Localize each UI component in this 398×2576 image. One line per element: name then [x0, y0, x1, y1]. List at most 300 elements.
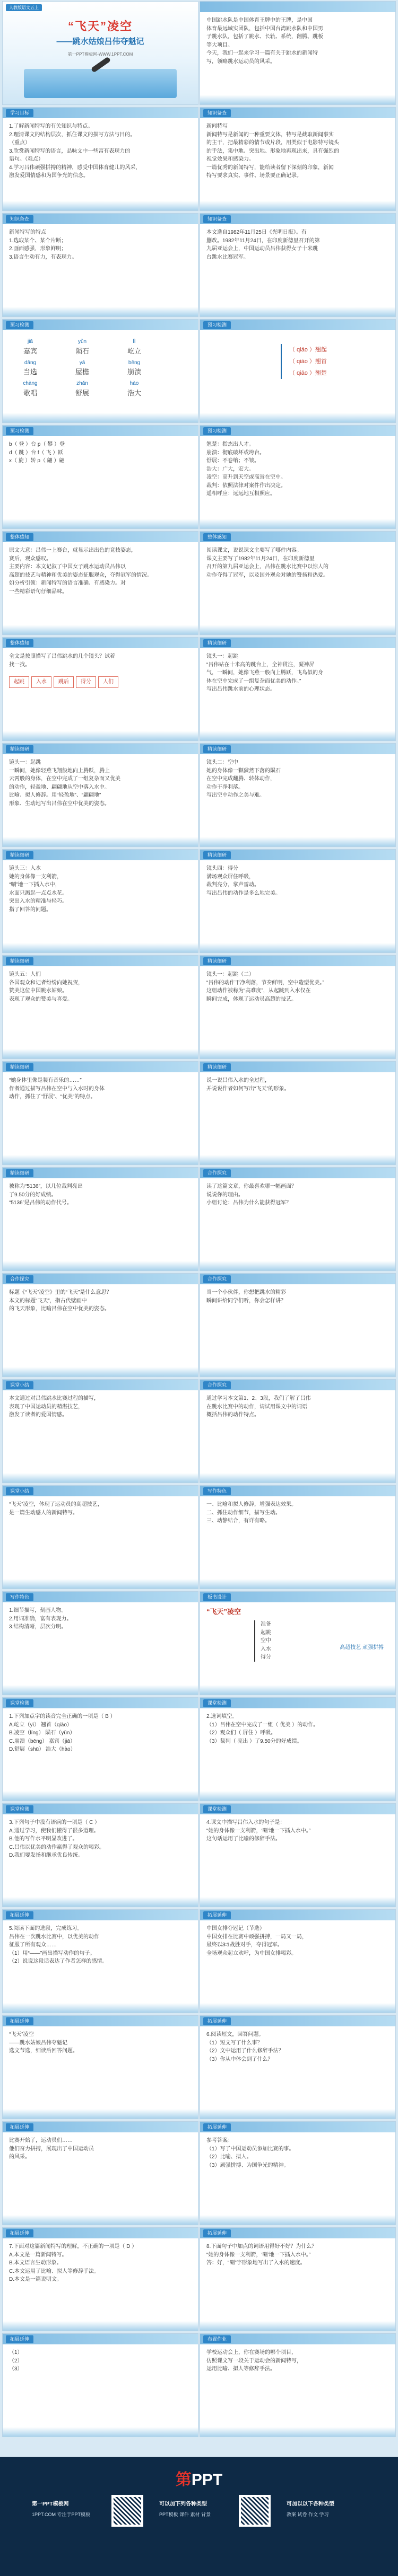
slide-text-line: （重点） — [9, 140, 30, 146]
slide-content — [206, 758, 389, 841]
wave-decoration — [3, 2215, 198, 2225]
slide-s25[interactable] — [2, 1273, 198, 1377]
slide-text-line: 指了回答的问题。 — [9, 906, 51, 913]
slide-content — [9, 334, 192, 417]
slide-text-line: 的风采。 — [9, 2154, 30, 2160]
slide-tag: 课堂小结 — [6, 1381, 33, 1389]
slide-tag: 预习检测 — [6, 427, 33, 435]
slide-header-bar — [200, 2, 395, 12]
pinyin-item — [113, 338, 155, 357]
slide-text-line: 动作，抓住了“舒展”、“优美”的特点。 — [9, 1094, 96, 1100]
qr-code-icon[interactable] — [111, 2495, 143, 2527]
slide-content — [9, 1819, 192, 1901]
slide-text-line: 8.下面句子中加点的词语用得好不好？为什么？ — [206, 2244, 317, 2249]
slide-s42[interactable] — [200, 2121, 396, 2225]
pinyin-grid — [9, 338, 192, 399]
slide-text-line: 体在空中完成了一组复杂而优美的动作。” — [206, 678, 301, 684]
slide-text-line: （3）你从中体会到了什么？ — [206, 2056, 273, 2062]
slide-s28[interactable] — [200, 1379, 396, 1483]
slide-content — [206, 2349, 389, 2431]
slide-s18[interactable] — [200, 849, 396, 953]
slide-s36[interactable] — [200, 1803, 396, 1907]
pinyin-item — [113, 380, 155, 399]
slide-s37[interactable] — [2, 1909, 198, 2013]
wave-decoration — [200, 1791, 395, 1801]
slide-text-line: 表现了中国运动员的精湛技艺， — [9, 1404, 83, 1410]
wave-decoration — [3, 1049, 198, 1058]
slide-content — [9, 1395, 192, 1477]
pinyin-text: dāng — [24, 359, 37, 366]
slide-tag: 板书设计 — [203, 1593, 231, 1601]
slide-text-line: 全文是按照描写了吕伟跳水的几个镜头？试着 — [9, 654, 115, 659]
slide-s41[interactable] — [2, 2121, 198, 2225]
board-item: 入水 — [261, 1646, 271, 1652]
slide-s14[interactable] — [200, 637, 396, 741]
slide-text-line: 主要内容：本文记叙了中国女子跳水运动员吕伟以 — [9, 564, 126, 570]
slide-text-line: “她的身体像一支利箭，‘唰’地一下插入水中。” — [206, 2252, 311, 2258]
wave-decoration — [200, 1685, 395, 1695]
slide-content — [206, 122, 389, 205]
slide-s24[interactable] — [200, 1167, 396, 1271]
slide-text-line: 视觉效果和感染力。 — [206, 156, 254, 162]
slide-content — [206, 334, 389, 417]
slide-text-line: 中国跳水队是中国体育王牌中的王牌，是中国 — [206, 17, 313, 23]
board-item: 起跳 — [261, 1629, 271, 1636]
slide-text-line: 浩大：广大，宏大。 — [206, 466, 254, 472]
pinyin-item — [61, 359, 103, 378]
slide-text-line: 赞美这位中国跳水姑娘。 — [9, 988, 67, 994]
slide-text-line: 赛后，观众感叹。 — [9, 555, 51, 562]
slide-s11[interactable] — [2, 531, 198, 635]
wave-decoration — [200, 731, 395, 740]
slide-text-line: C.吕伟以优美的动作赢得了观众的喝彩。 — [9, 1844, 105, 1850]
slide-text-line: 被称为“5136”，以几位裁判亮出 — [9, 1184, 83, 1189]
slide-text-line: d（ 跳 ）台 f（ 飞 ）跃 — [9, 449, 64, 456]
slide-text-line: 裁判亮分，掌声雷动。 — [206, 882, 259, 888]
slide-content — [206, 1077, 389, 1159]
slide-tag: 知识备查 — [6, 215, 33, 223]
slide-text-line: （2）文中运用了什么修辞手法？ — [206, 2048, 284, 2054]
footer-col-2 — [159, 2500, 239, 2518]
slide-tag: 合作探究 — [203, 1169, 231, 1177]
wave-decoration — [3, 1791, 198, 1801]
wave-decoration — [3, 943, 198, 952]
shot-box: 得分 — [76, 676, 96, 688]
slide-text-line: 二、抓住动作细节，描写生动。 — [206, 1510, 281, 1516]
slide-content — [206, 864, 389, 947]
slide-text-line: 写出吕伟跳水前的心理状态。 — [206, 686, 275, 692]
slide-text-line: 4.课文中描写吕伟入水的句子是： — [206, 1820, 285, 1825]
wave-decoration — [3, 519, 198, 528]
slide-text-line: x（ 旋 ）转 p（ 翩 ）翩 — [9, 458, 65, 464]
slide-tag: 精读细研 — [203, 957, 231, 965]
slide-text-line: 中国女排在比赛中顽强拼搏，一局又一局， — [206, 1934, 307, 1940]
slide-tag: 知识备查 — [203, 109, 231, 117]
slide-s44[interactable] — [200, 2227, 396, 2331]
slide-text-line: 6.阅读短文，回答问题。 — [206, 2032, 264, 2037]
slide-s29[interactable] — [2, 1485, 198, 1589]
slide-s13[interactable] — [2, 637, 198, 741]
slide-content — [9, 546, 192, 629]
slide-content — [9, 2243, 192, 2325]
pinyin-word: 当选 — [23, 368, 37, 376]
slide-text-line: 气，一瞬间，她像飞燕一般向上腾跃，飞鸟似的身 — [206, 670, 323, 676]
slide-text-line: 三、动静结合，有详有略。 — [206, 1518, 270, 1524]
wave-decoration — [200, 625, 395, 634]
slide-text-line: 这组动作被称为“高难度”，从起跳到入水仅在 — [206, 988, 311, 994]
slide-text-line: 瞬间完成，体现了运动员高超的技艺。 — [206, 996, 297, 1002]
slide-text-line: 1.下列加点字的读音完全正确的一项是（ B ） — [9, 1714, 116, 1719]
shot-box: 起跳 — [9, 676, 29, 688]
slide-tag: 学习目标 — [6, 109, 33, 117]
pinyin-word: 嘉宾 — [23, 347, 37, 355]
slide-text-line: 说说你的理由。 — [206, 1192, 244, 1198]
slide-text-line: （3） — [9, 2366, 23, 2372]
slide-text-line: 吕伟在一次跳水比赛中，以优美的动作 — [9, 1934, 99, 1940]
slide-text-line: “她的身体像一支利箭，‘唰’地一下插入水中。” — [206, 1828, 311, 1834]
slide-s45[interactable] — [2, 2333, 198, 2437]
cover-subtitle: ——跳水姑娘吕伟夺魁记 — [56, 37, 144, 46]
slide-tag: 精读细研 — [6, 851, 33, 859]
slide-tag: 精读细研 — [6, 957, 33, 965]
wave-decoration — [200, 413, 395, 422]
slide-text-line: A.屹立（yì） 翘首（qiào） — [9, 1722, 72, 1728]
slide-tag: 拓展延伸 — [203, 2017, 231, 2025]
slide-tag: 拓展延伸 — [6, 2229, 33, 2237]
slide-content — [9, 2031, 192, 2113]
slide-text-line: C.本文运用了比喻、拟人等修辞手法。 — [9, 2268, 99, 2274]
slide-text-line: 比赛开始了，运动员们…… — [9, 2138, 73, 2143]
slide-content — [206, 1819, 389, 1901]
slide-s35[interactable] — [2, 1803, 198, 1907]
slide-text-line: 镜头三：入水 — [9, 866, 41, 871]
slide-text-line: 台跳水比赛冠军。 — [206, 254, 249, 260]
footer-col-3-text[interactable]: 教案 试卷 作文 学习 — [287, 2512, 329, 2517]
pinyin-text: hào — [129, 381, 139, 387]
slide-text-line: 2.用词准确，富有表现力。 — [9, 1616, 72, 1622]
slide-content — [206, 971, 389, 1053]
slide-text-line: “5136”是吕伟的动作代号。 — [9, 1200, 72, 1206]
slide-text-line: b（ 登 ）台 p（ 攀 ）登 — [9, 442, 65, 447]
slide-text-line: （1） — [9, 2350, 23, 2356]
slide-text-line: 读了这篇文章，你最喜欢哪一幅画面？ — [206, 1184, 297, 1189]
slide-text-line: 一、比喻和拟人修辞，增强表达效果。 — [206, 1502, 297, 1507]
pinyin-item — [9, 380, 51, 399]
pinyin-text: yǔn — [77, 339, 87, 345]
slide-text-line: 写出吕伟的动作是多么地完美。 — [206, 890, 281, 896]
slide-s8[interactable] — [200, 319, 396, 423]
slide-text-line: 1.了解新闻特写的有关知识与特点。 — [9, 123, 93, 129]
slide-text-line: 1.细节描写，刻画人物。 — [9, 1608, 67, 1613]
slide-text-line: 高超的技艺与精神和优美的姿态征服观众，夺得冠军的情况。 — [9, 572, 152, 578]
footer-col-3-title: 可加以以下各种类型 — [287, 2501, 334, 2507]
slide-text-line: 动作干净利落。 — [206, 784, 244, 790]
slide-text-line: 1.选取某个、某个片断； — [9, 237, 67, 244]
wave-decoration — [200, 201, 395, 210]
slide-text-line: 标题《“飞天”凌空》里的“飞天”是什么意思？ — [9, 1290, 112, 1295]
slide-text-line: （1）用“——”画出描写动作的句子。 — [9, 1950, 96, 1956]
slide-text-line: 一篇优秀的新闻特写，能给读者留下深刻的印象，新闻 — [206, 164, 334, 171]
wave-decoration — [200, 1049, 395, 1058]
slide-text-line: 瞬间讲给同学们听，你会怎样讲？ — [206, 1298, 286, 1304]
slide-content — [9, 758, 192, 841]
slide-text-line: 新闻特写 — [206, 123, 228, 129]
slide-text-line: A.通过学习，使我们懂得了很多道理。 — [9, 1828, 99, 1834]
slide-text-line: （3）顽强拼搏、为国争光的精神。 — [206, 2162, 289, 2168]
footer-col-1-title: 第一PPT模板网 — [32, 2501, 69, 2507]
slide-text-line: C.崩溃（bēng） 嘉宾（jiā） — [9, 1738, 76, 1744]
slide-text-line: 激发了读者的爱国情感。 — [9, 1412, 67, 1418]
slide-tag: 课堂检测 — [6, 1805, 33, 1813]
shot-box: 入水 — [31, 676, 51, 688]
slide-s39[interactable] — [2, 2015, 198, 2119]
wave-decoration — [200, 95, 395, 104]
pinyin-text: zhǎn — [76, 381, 88, 387]
slide-text-line: 当一个小伙伴，你想把跳水的精彩 — [206, 1290, 286, 1295]
slide-text-line: 2.理清课文的结构层次，抓住课文的描写方法与目的。 — [9, 131, 136, 138]
slide-tag: 写作特色 — [203, 1487, 231, 1495]
slide-s12[interactable] — [200, 531, 396, 635]
slide-text-line: 云霄般的身体，在空中完成了一组复杂而又优美 — [9, 776, 120, 782]
slide-text-line: 5.阅读下面的选段，完成练习。 — [9, 1926, 83, 1931]
slide-text-line: 镜头一：起跳（二） — [206, 972, 254, 977]
wave-decoration — [3, 1685, 198, 1695]
slide-s32[interactable] — [200, 1591, 396, 1695]
slide-s23[interactable] — [2, 1167, 198, 1271]
slide-text-line: 通过学习本文第1、2、3段，我们了解了吕伟 — [206, 1396, 311, 1401]
slide-text-line: B.本文语言生动形象。 — [9, 2260, 62, 2266]
slide-content — [9, 228, 192, 311]
wave-decoration — [200, 1579, 395, 1589]
pinyin-word: 崩溃 — [127, 368, 141, 376]
wave-decoration — [3, 2427, 198, 2437]
wave-decoration — [3, 1473, 198, 1483]
slide-tag: 精读细研 — [203, 639, 231, 647]
footer-col-2-title: 可以加下列各种类型 — [159, 2501, 207, 2507]
slide-s17[interactable] — [2, 849, 198, 953]
slide-text-line: ——跳水姑娘吕伟夺魁记 — [9, 2040, 67, 2046]
slide-content — [206, 16, 389, 99]
footer-col-1 — [32, 2500, 111, 2518]
footer-logo — [138, 2466, 260, 2490]
slide-s31[interactable] — [2, 1591, 198, 1695]
slide-text-line: 水面只溅起一点点水花。 — [9, 890, 67, 896]
slide-content — [9, 2349, 192, 2431]
slide-tag: 课堂检测 — [203, 1699, 231, 1707]
slide-s33[interactable] — [2, 1697, 198, 1801]
slide-s2[interactable] — [200, 1, 396, 105]
slide-text-line: D.本文是一篇说明文。 — [9, 2277, 62, 2282]
slide-tag: 写作特色 — [6, 1593, 33, 1601]
slide-s5[interactable] — [2, 213, 198, 317]
slide-text-line: 子跳水队，包括了跳水、长轨、系统，翻腾、跳板 — [206, 34, 323, 40]
slide-s26[interactable] — [200, 1273, 396, 1377]
footer-col-1-text[interactable]: 1PPT.COM 专注于PPT模板 — [32, 2512, 91, 2517]
slide-text-line: 在空中完成翻腾、转体动作， — [206, 776, 275, 782]
slide-tag: 布置作业 — [203, 2335, 231, 2343]
shot-box: 人们 — [98, 676, 118, 688]
slide-text-line: （1）短文写了什么事？ — [206, 2040, 263, 2046]
slide-content — [206, 1289, 389, 1371]
slide-s16[interactable] — [200, 743, 396, 847]
slide-text-line: 遥相呼应：远远地互相照应。 — [206, 491, 275, 497]
slide-text-line: 答：好，“唰”字形象地写出了入水的速度。 — [206, 2260, 306, 2266]
slide-text-line: 镜头二：空中 — [206, 760, 238, 765]
slide-text-line: 裁判：依照法律对案件作出决定。 — [206, 482, 286, 489]
pinyin-text: bēng — [128, 359, 141, 366]
slide-text-line: 突出入水的精准与轻巧。 — [9, 898, 67, 904]
slide-text-line: 的飞天形象，比喻吕伟在空中优美的姿态。 — [9, 1306, 110, 1312]
board-summary: 高超技艺 顽强拼搏 — [340, 1645, 384, 1651]
pinyin-word: 屋檐 — [75, 368, 89, 376]
slide-tag: 拓展延伸 — [203, 2123, 231, 2131]
slide-text-line: 翘楚：指杰出人才。 — [206, 442, 254, 447]
pinyin-word: 陨石 — [75, 347, 89, 355]
slide-s38[interactable] — [200, 1909, 396, 2013]
slide-text-line: 阅读课文，说说课文主要写了哪件内容。 — [206, 548, 302, 553]
wave-decoration — [200, 1897, 395, 1907]
slide-content — [9, 652, 192, 735]
slide-s30[interactable] — [200, 1485, 396, 1589]
wave-decoration — [200, 1155, 395, 1165]
wave-decoration — [200, 2109, 395, 2119]
slide-text-line: 满场观众屏住呼吸， — [206, 874, 254, 880]
slide-s43[interactable] — [2, 2227, 198, 2331]
slide-text-line: 全场观众起立欢呼，为中国女排喝彩。 — [206, 1950, 297, 1956]
slide-s15[interactable] — [2, 743, 198, 847]
slide-text-line: （2）观众们（ 屏住 ）呼吸。 — [206, 1730, 276, 1736]
slide-tag: 精读细研 — [203, 851, 231, 859]
slide-text-line: 3.结构清晰，层次分明。 — [9, 1624, 67, 1630]
slide-text-line: 语句。（难点） — [9, 156, 44, 162]
wave-decoration — [200, 2321, 395, 2331]
slide-text-line: 写出空中动作之美与难。 — [206, 792, 265, 798]
wave-decoration — [3, 2003, 198, 2013]
slide-text-line: 今天，我们一起来学习一篇有关于跳水的新闻特 — [206, 50, 318, 56]
pinyin-item — [113, 359, 155, 378]
slide-text-line: （2）说说这段话表达了作者怎样的感情。 — [9, 1959, 108, 1964]
slide-content — [9, 2137, 192, 2219]
slide-text-line: 仿照课文写一段关于运动会的新闻特写， — [206, 2358, 302, 2364]
slide-text-line: 2.选词填空。 — [206, 1714, 238, 1719]
slide-tag: 整体感知 — [6, 639, 33, 647]
slide-tag: 课堂检测 — [203, 1805, 231, 1813]
slide-text-line: （2） — [9, 2358, 23, 2364]
qr-code-icon[interactable] — [239, 2495, 271, 2527]
slide-s34[interactable] — [200, 1697, 396, 1801]
slide-text-line: 最终以3∶1战胜对手，夺得冠军。 — [206, 1942, 283, 1948]
wave-decoration — [3, 201, 198, 210]
wave-decoration — [3, 625, 198, 634]
slide-text-line: 3.欣赏新闻特写的语言，品味文中一些富有表现力的 — [9, 148, 131, 154]
slide-s4[interactable] — [200, 107, 396, 211]
slide-text-line: 舒展：不卷缩；不皱。 — [206, 458, 259, 464]
wave-decoration — [3, 1155, 198, 1165]
wave-decoration — [200, 943, 395, 952]
slide-content — [9, 864, 192, 947]
slide-tag: 合作探究 — [203, 1381, 231, 1389]
slide-s9[interactable] — [2, 425, 198, 529]
slide-text-line: 中国女排夺冠记（节选） — [206, 1926, 265, 1931]
slide-content — [206, 1925, 389, 2007]
slide-s27[interactable] — [2, 1379, 198, 1483]
pinyin-word: 浩大 — [127, 389, 141, 397]
slide-text-line: 本文通过对吕伟跳水比赛过程的描写， — [9, 1396, 99, 1401]
slide-tag: 合作探究 — [203, 1275, 231, 1283]
slide-text-line: 镜头一：起跳 — [206, 654, 238, 659]
slide-text-line: 学校运动会上，你在赛场的哪个项目， — [206, 2350, 297, 2356]
slide-text-line: 的动作，轻盈地、翩翩地从空中落入水中。 — [9, 784, 110, 790]
pinyin-text: chàng — [23, 381, 38, 387]
slide-s1[interactable] — [2, 1, 198, 105]
slide-text-line: B.凌空（líng） 陨石（yǔn） — [9, 1730, 75, 1736]
wave-decoration — [3, 837, 198, 846]
slide-s22[interactable] — [200, 1061, 396, 1165]
slide-text-line: 一瞬间，她像轻燕飞翔般地向上腾跃，腾上 — [9, 767, 110, 774]
wave-decoration — [3, 731, 198, 740]
slide-tag: 知识备查 — [203, 215, 231, 223]
slide-text-line: 参考答案： — [206, 2138, 233, 2143]
slide-text-line: 本文选自1982年11月25日《光明日报》。有 — [206, 230, 307, 235]
slide-content — [206, 2137, 389, 2219]
slide-content — [206, 228, 389, 311]
slide-text-line: （2）比喻、拟人。 — [206, 2154, 252, 2160]
slide-text-line: 说一说吕伟入水的全过程， — [206, 1078, 270, 1083]
wave-decoration — [200, 519, 395, 528]
slide-s40[interactable] — [200, 2015, 396, 2119]
slide-text-line: 了9.50分的好成绩。 — [9, 1192, 57, 1198]
slide-text-line: 是一篇生动感人的新闻特写。 — [9, 1510, 78, 1516]
slide-tag: 整体感知 — [203, 533, 231, 541]
slide-text-line: 他们奋力拼搏，展现出了中国运动员 — [9, 2146, 94, 2152]
slide-text-line: 找一找。 — [9, 661, 30, 668]
footer-col-2-text[interactable]: PPT模板 课件 素材 背景 — [159, 2512, 211, 2517]
slide-s10[interactable] — [200, 425, 396, 529]
slide-text-line: A.本文是一篇新闻特写。 — [9, 2252, 67, 2258]
slide-text-line: 镜头四：得分 — [206, 866, 238, 871]
slide-text-line: D.舒展（shū） 浩大（hào） — [9, 1746, 76, 1752]
slide-s7[interactable] — [2, 319, 198, 423]
slide-s6[interactable] — [200, 213, 396, 317]
slide-tag: 合作探究 — [6, 1275, 33, 1283]
slide-content — [9, 971, 192, 1053]
slide-text-line: 新闻特写的特点 — [9, 230, 46, 235]
shot-box: 跳后 — [54, 676, 74, 688]
wave-decoration — [200, 837, 395, 846]
cover-title: “飞天”凌空 — [67, 20, 133, 33]
slide-text-line: D.我们要发扬和继承优良传统。 — [9, 1852, 83, 1858]
slide-text-line: 这句话运用了比喻的修辞手法。 — [206, 1836, 281, 1842]
slide-content — [9, 1501, 192, 1583]
board-item: 得分 — [261, 1654, 271, 1661]
pool-illustration — [24, 69, 177, 98]
slide-s3[interactable] — [2, 107, 198, 211]
slide-s46[interactable] — [200, 2333, 396, 2437]
slide-text-line: 体育最远域实团队，包括中国台湾跳水队和中国男 — [206, 25, 323, 32]
slide-text-line: B.他的写作水平明显改进了。 — [9, 1836, 78, 1842]
wave-decoration — [3, 2321, 198, 2331]
board-item: 空中 — [261, 1638, 271, 1644]
slide-text-line: 各国观众和记者纷纷向她祝贺， — [9, 980, 83, 986]
slide-s20[interactable] — [200, 955, 396, 1059]
slide-s19[interactable] — [2, 955, 198, 1059]
slide-text-line: 删改。1982年11月24日，在印度新德里召开的第 — [206, 237, 320, 244]
slide-text-line: 比喻、拟人修辞。用“轻盈地”、“翩翩地” — [9, 792, 101, 798]
wave-decoration — [3, 2109, 198, 2119]
slide-tag: 课堂检测 — [6, 1699, 33, 1707]
pinyin-word: 舒展 — [75, 389, 89, 397]
slide-s21[interactable] — [2, 1061, 198, 1165]
